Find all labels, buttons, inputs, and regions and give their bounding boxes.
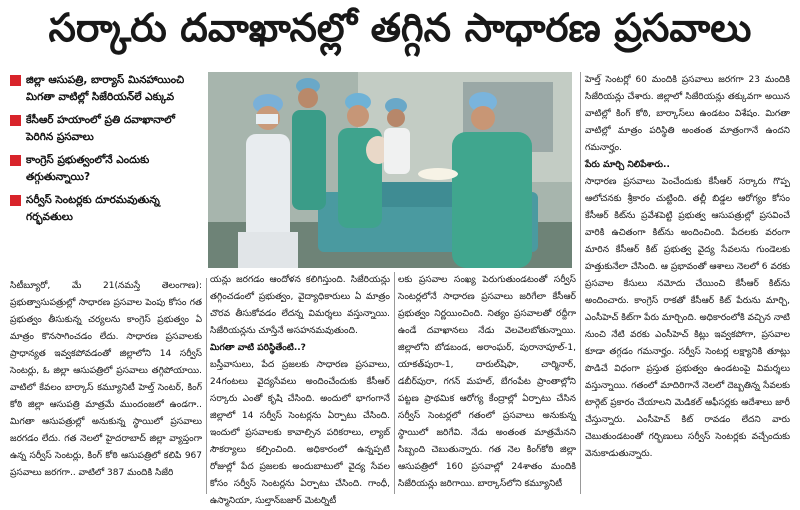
red-square-icon — [10, 115, 21, 126]
column-2-text-b: బస్తీవాసులు, పేద ప్రజలకు సాధారణ ప్రసవాలు, 24గంటలు వైద్యసేవలు అందించేందుకు కేసీఆర్ సర్కారు ఎంతో కృషి చేసింది. అందులో భాగంగానే జిల్లాలో 14 సర్వీస్ సెంటర్లను ఏర్పాటు చేసింది. ఇందులో ప్రసవాలకు కావాల్సిన పరికరాలు, ల్యాబ్ సౌకర్యాలు కల్పించింది. అధికారంలో ఉన్నప్పటి రోజుల్లో పేద ప్రజలకు అందుబాటులో వైద్య సేవల కోసం సర్వీస్ సెంటర్లను ఏర్పాటు చేసింది. గాంధీ, ఉస్మానియా, సుల్తాన్‌బజార్ మెటర్నిటీ — [210, 360, 390, 506]
red-square-icon — [10, 155, 21, 166]
bullet-item — [10, 192, 200, 226]
highlight-bullets — [10, 72, 200, 232]
article-column-3: లకు ప్రసవాల సంఖ్య పెరుగుతుండటంతో సర్వీస్ సెంటర్లలోనే సాధారణ ప్రసవాలు జరిగేలా కేసీఆర్ ప్రభుత్వం నిర్ణయించింది. నిత్యం ప్రసవాలతో రద్దీగా ఉండే దవాఖానలు నేడు వెలవెలబోతున్నాయి. జిల్లాలోని బోడబండ, అరాంఘర్, పురానాపూల్-1, యాకత్‌పురా-1, దారుల్‌షిఫా, చార్మినార్, డబీర్‌పురా, గగన్ మహల్, బేగంపేట ప్రాంతాల్లోని పట్టణ ప్రాథమిక ఆరోగ్య కేంద్రాల్లో ఏర్పాటు చేసిన సర్వీస్ సెంటర్లలో గతంలో ప్రసవాలు అనుకున్న స్థాయిలో జరిగేవి. నేడు అంతంత మాత్రమేనని సిబ్బంది చెబుతున్నారు. గత నెల కింగ్‌కోఠి జిల్లా ఆసుపత్రిలో 160 ప్రసవాల్లో 24శాతం మందికి సిజేరియన్లు జరిగాయి. బార్కాస్‌లోని కమ్యూనిటీ — [398, 275, 576, 489]
bullet-item — [10, 152, 200, 186]
red-square-icon — [10, 195, 21, 206]
bullet-text: కేసీఆర్ హయాంలో ప్రతి దవాఖానాలో పెరిగిన ప్రసవాలు — [26, 114, 175, 143]
bullet-item — [10, 72, 200, 106]
column-divider — [394, 272, 395, 494]
article-column-1: సిటీబ్యూరో, మే 21(నమస్తే తెలంగాణ): ప్రభుత్వాసుపత్రుల్లో సాధారణ ప్రసవాల పెంపు కోసం గత ప్రభుత్వం తీసుకున్న చర్యలను కాంగ్రెస్ ప్రభుత్వం ఏ మాత్రం కొనసాగించడం లేదు. సాధారణ ప్రసవాలకు ప్రాధాన్యత ఇవ్వకపోవడంతో జిల్లాలోని 14 సర్వీస్ సెంటర్లు, ఓ జిల్లా ఆసుపత్రిలో ప్రసవాలు తగ్గిపోయాయి. వాటిలో కేవలం బార్కాస్ కమ్యూనిటీ హెల్త్ సెంటర్, కింగ్ కోఠి జిల్లా ఆసుపత్రి మాత్రమే ముందంజలో ఉండగా.. మిగతా ఆసుపత్రుల్లో అనుకున్న స్థాయిలో ప్రసవాలు జరగడం లేదు. గత నెలలో హైదరాబాద్ జిల్లా వ్యాప్తంగా ఉన్న సర్వీస్ సెంటర్లు, కింగ్ కోఠి ఆసుపత్రిలో కలిపి 967 ప్రసవాలు జరగగా.. వాటిలో 387 మందికి సిజేరి — [10, 281, 202, 478]
subheading-others: మిగతా వాటి పరిస్థితేంటి..? — [210, 343, 306, 353]
hospital-staff-photo — [208, 72, 572, 268]
red-square-icon — [10, 75, 21, 86]
article-column-2 — [210, 272, 390, 506]
column-4-text-b: సాధారణ ప్రసవాలు పెంచేందుకు కేసీఆర్ సర్కారు గొప్ప ఆలోచనకు శ్రీకారం చుట్టింది. తల్లీ బిడ్డల ఆరోగ్యం కోసం కేసీఆర్ కిట్‌ను ప్రవేశపెట్టి ప్రభుత్వ ఆసుపత్రుల్లో ప్రసవించే వారికి ఉచితంగా కిట్‌ను అందించింది. పేదలకు వరంగా మారిన కేసీఆర్ కిట్ ప్రభుత్వ వైద్య సేవలను గుండెలకు హత్తుకునేలా చేసింది. ఆ ప్రభావంతో ఆశాలు నెలలో 6 వరకు ప్రసవాల కేసులు నమోదు చేయించి కేసీఆర్ కిట్‌ను అందించారు. కాంగ్రెస్ రాకతో కేసీఆర్ కిట్ పేరును మార్చి, ఎంసీహెచ్ కిట్‌గా పేరు మార్చింది. అధికారంలోకి వచ్చిన నాటి నుంచి నేటి వరకు ఎంసీహెచ్ కిట్లు ఇవ్వకపోగా, ప్రసవాల కూడా తగ్గడం గమనార్హం. సర్వీస్ సెంటర్ల లక్ష్యానికి తూట్లు పొడిచే విధంగా ప్రస్తుత ప్రభుత్వం ఉండటంపై విమర్శలు వస్తున్నాయి. గతంలో మాదిరిగానే నెలలో దెబ్బతిన్న సేవలకు టార్గెట్ ప్రకారం చేయాలని మెడికల్ ఆఫీసర్లకు ఆదేశాలు జారీ చేస్తున్నారు. ఎంసీహెచ్ కిట్ రావడం లేదని వారు చెబుతుండటంతో గర్భిణులు సర్వీస్ సెంటర్లకు వచ్చేందుకు వెనుకాడుతున్నారు. — [585, 177, 790, 459]
page-headline: సర్కారు దవాఖానల్లో తగ్గిన సాధారణ ప్రసవాలు — [48, 6, 752, 51]
subheading-renamed: పేరు మార్చి నిలిపేశారు.. — [585, 160, 670, 170]
bullet-text: సర్వీస్ సెంటర్లకు దూరమవుతున్న గర్భవతులు — [26, 194, 160, 223]
column-divider — [580, 72, 581, 494]
article-column-4 — [585, 72, 790, 496]
bullet-text: కాంగ్రెస్ ప్రభుత్వంలోనే ఎందుకు తగ్గుతున్నాయి? — [26, 154, 150, 183]
column-2-text-a: యన్లు జరగడం ఆందోళన కలిగిస్తుంది. సిజేరియన్లు తగ్గించడంలో ప్రభుత్వం, వైద్యాధికారులు ఏ మాత్రం చొరవ తీసుకోవడం లేదన్న విమర్శలు వస్తున్నాయి. సిజేరియన్లను చూస్తేనే అసహనమవుతుంది. — [210, 275, 390, 336]
bullet-text: జిల్లా ఆసుపత్రి, బార్యాస్ మినహాయించి మిగతా వాటిల్లో సిజేరియన్‌లే ఎక్కువ — [26, 74, 185, 103]
column-divider — [206, 278, 207, 494]
news-photo — [208, 72, 572, 268]
bullet-item — [10, 112, 200, 146]
column-4-text-a: హెల్త్ సెంటర్లో 60 మందికి ప్రసవాలు జరగగా 23 మందికి సిజేరియన్లు చేశారు. జిల్లాలో సిజేరియన్లు తక్కువగా అయిన వాటిల్లో కింగ్ కోఠి, బార్కాస్‌లు ఉండటం విశేషం. మిగతా వాటిల్లో మాత్రం పరిస్థితి అంతంత మాత్రంగానే ఉందని గమనార్హం. — [585, 75, 790, 153]
